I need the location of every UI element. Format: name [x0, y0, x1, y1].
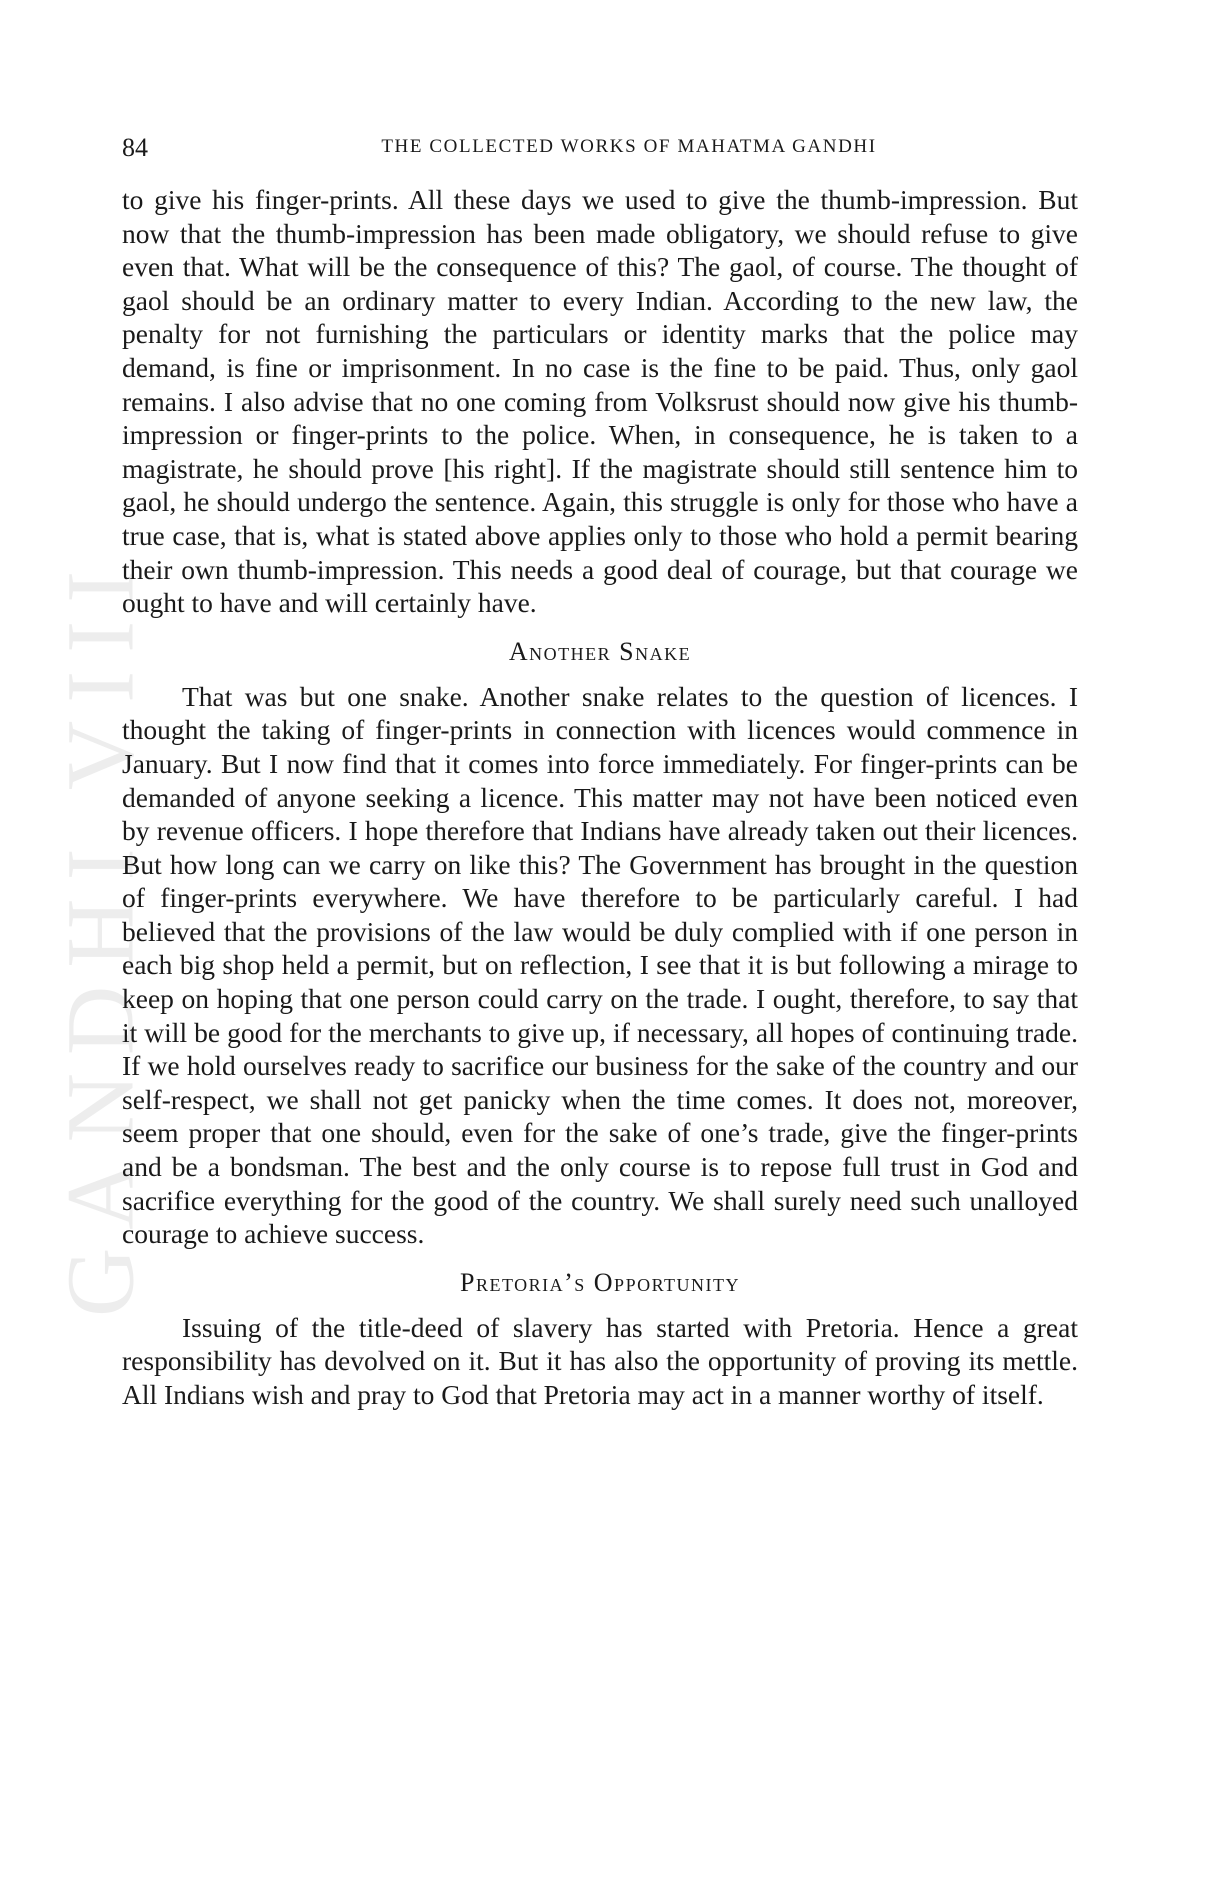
paragraph-2: That was but one snake. Another snake relates to the question of licences. I thought the taking of finger-prints in connection with licences would commence in January. But I now find that it comes into force immediately. For finger-prints can be demanded of anyone seeking a licence. This matter may not have been noticed even by revenue officers. I hope therefore that Indians have already taken out their licences. But how long can we carry on like this? The Government has brought in the question of finger-prints everywhere. We have therefore to be particularly careful. I had believed that the provisions of the law would be duly complied with if one person in each big shop held a permit, but on reflection, I see that it is but following a mirage to keep on hoping that one person could carry on the trade. I ought, therefore, to say that it will be good for the merchants to give up, if necessary, all hopes of continuing trade. If we hold ourselves ready to sacrifice our business for the sake of the country and our self-respect, we shall not get panicky when the time comes. It does not, moreover, seem proper that one should, even for the sake of one’s trade, give the finger-prints and be a bondsman. The best and the only course is to repose full trust in God and sacrifice everything for the good of the country. We shall surely need such unalloyed courage to achieve success. — [122, 680, 1078, 1250]
page-header — [120, 133, 1078, 163]
section-heading-pretorias-opportunity: Pretoria’s Opportunity — [459, 1267, 740, 1297]
page-number: 84 — [122, 133, 148, 162]
watermark-text: GANDHI VIII — [46, 552, 154, 1318]
section-heading-another-snake: Another Snake — [508, 636, 692, 666]
paragraph-3: Issuing of the title-deed of slavery has started with Pretoria. Hence a great responsibility has devolved on it. But it has also the opportunity of proving its mettle. All Indians wish and pray to God that Pretoria may act in a manner worthy of itself. — [122, 1311, 1078, 1410]
paragraph-1: to give his finger-prints. All these days we used to give the thumb-impression. But now that the thumb-impression has been made obligatory, we should refuse to give even that. What will be the consequence of this? The gaol, of course. The thought of gaol should be an ordinary matter to every Indian. According to the new law, the penalty for not furnishing the particulars or identity marks that the police may demand, is fine or imprisonment. In no case is the fine to be paid. Thus, only gaol remains. I also advise that no one coming from Volksrust should now give his thumb-impression or finger-prints to the police. When, in consequence, he is taken to a magistrate, he should prove [his right]. If the magistrate should still sentence him to gaol, he should undergo the sentence. Again, this struggle is only for those who have a true case, that is, what is stated above applies only to those who hold a permit bearing their own thumb-impression. This needs a good deal of courage, but that courage we ought to have and will certainly have. — [122, 184, 1078, 619]
page-body — [122, 183, 1078, 1412]
running-head: THE COLLECTED WORKS OF MAHATMA GANDHI — [381, 136, 877, 157]
